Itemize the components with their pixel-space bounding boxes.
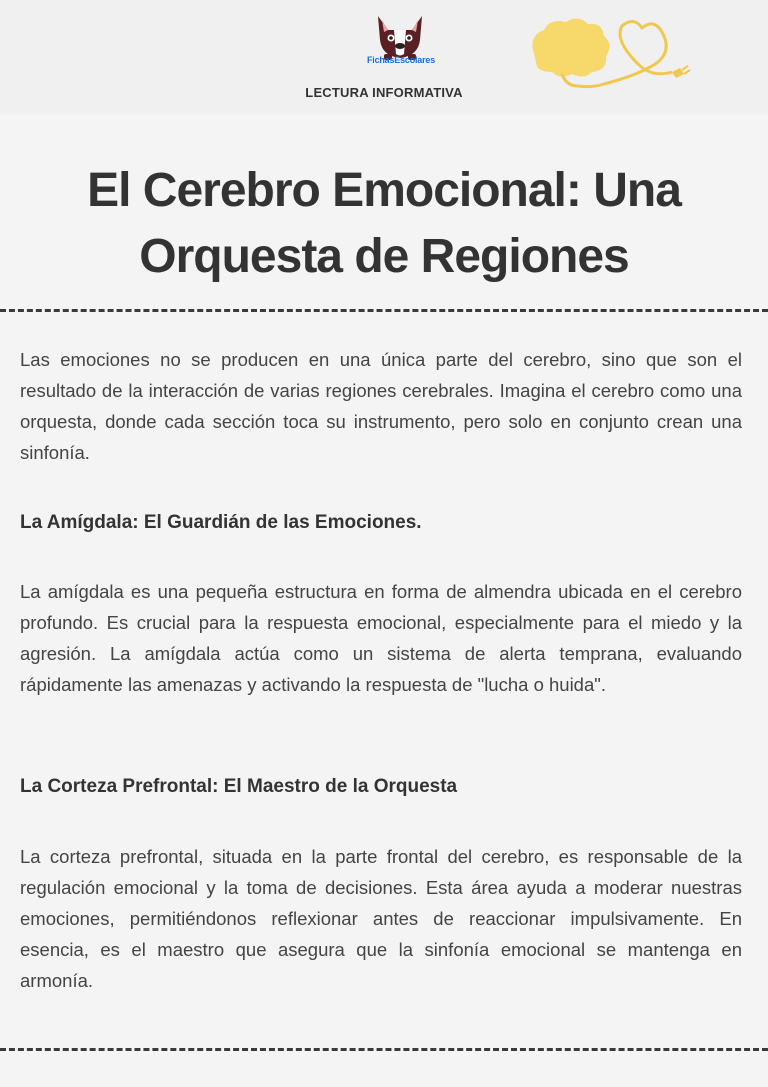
title-line-2: Orquesta de Regiones [139,230,629,283]
title-line-1: El Cerebro Emocional: Una [87,164,681,217]
page-title [20,158,748,290]
section-label: LECTURA INFORMATIVA [305,85,463,100]
intro-paragraph: Las emociones no se producen en una única parte del cerebro, sino que son el resultado de la interacción de varias regiones cerebrales. Imagina el cerebro como una orquesta, donde cada sección toca su instrumento, pero solo en conjunto crean una sinfonía. [20,349,742,463]
amygdala-heading: La Amígdala: El Guardián de las Emociones. [20,512,422,533]
top-divider [0,309,768,312]
prefrontal-paragraph: La corteza prefrontal, situada en la parte frontal del cerebro, es responsable de la regulación emocional y la toma de decisiones. Esta área ayuda a moderar nuestras emociones, permitiéndonos reflexionar antes de reaccionar impulsivamente. En esencia, es el maestro que asegura que la sinfonía emocional se mantenga en armonía. [20,846,742,991]
bottom-divider [0,1048,768,1051]
prefrontal-heading: La Corteza Prefrontal: El Maestro de la Orquesta [20,776,458,797]
amygdala-paragraph: La amígdala es una pequeña estructura en forma de almendra ubicada en el cerebro profundo. Es crucial para la respuesta emocional, especialmente para el miedo y la agresión. La amígdala actúa como un sistema de alerta temprana, evaluando rápidamente las amenazas y activando la respuesta de "lucha o huida". [20,581,742,695]
logo-wordmark: FichasEscolares [366,55,436,65]
